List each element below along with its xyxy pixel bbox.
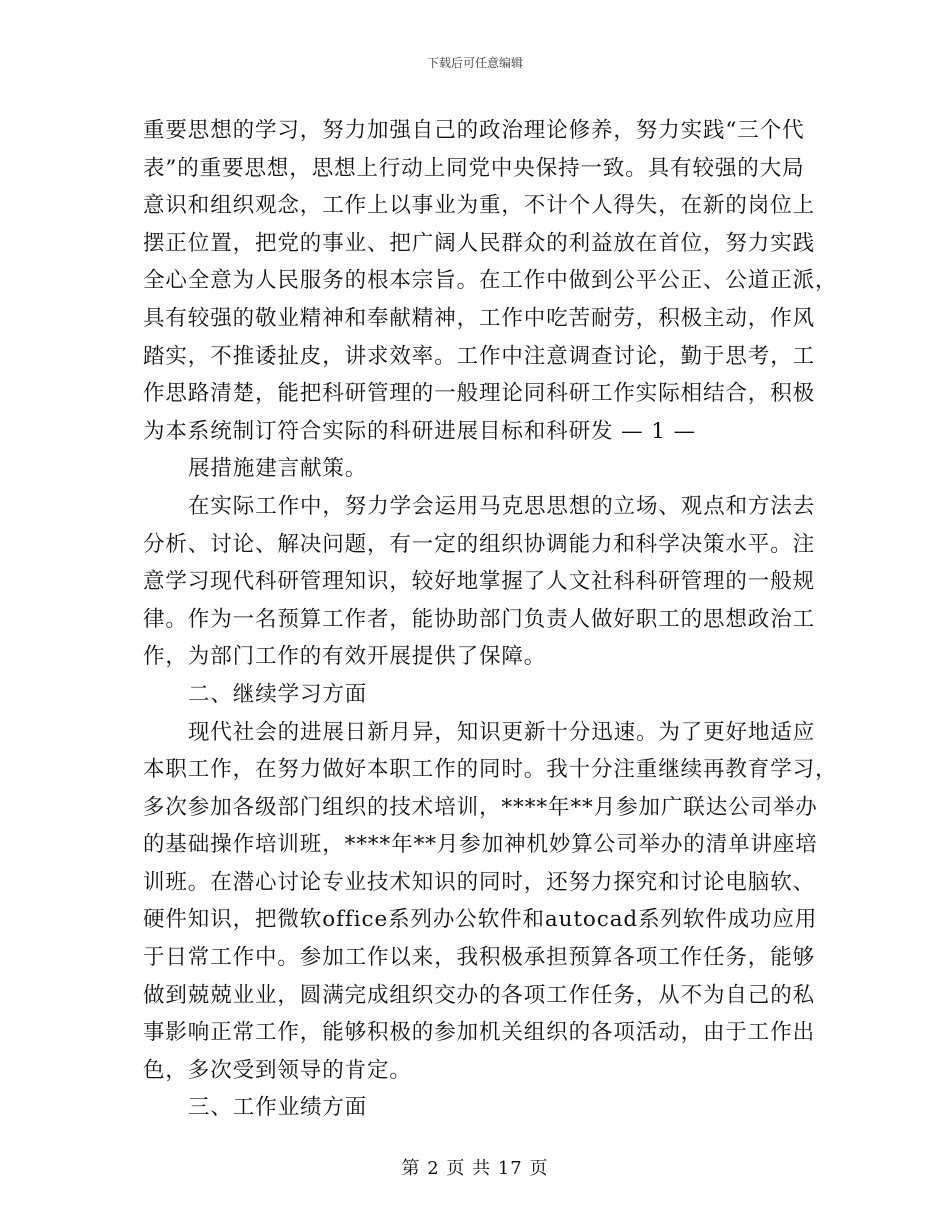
text-line: 作思路清楚，能把科研管理的一般理论同科研工作实际相结合，积极 bbox=[143, 381, 816, 407]
text-line: 做到兢兢业业，圆满完成组织交办的各项工作任务，从不为自己的私 bbox=[143, 982, 816, 1008]
text-line: 全心全意为人民服务的根本宗旨。在工作中做到公平公正、公道正派， bbox=[143, 268, 838, 294]
text-line: 的基础操作培训班，****年**月参加神机妙算公司举办的清单讲座培 bbox=[143, 832, 818, 858]
text-line: 重要思想的学习，努力加强自己的政治理论修养，努力实践“三个代 bbox=[143, 118, 805, 143]
text-line: 作，为部门工作的有效开展提供了保障。 bbox=[143, 644, 547, 670]
text-line: 具有较强的敬业精神和奉献精神，工作中吃苦耐劳，积极主动，作风 bbox=[143, 305, 816, 331]
text-line: 为本系统制订符合实际的科研进展目标和科研发 — 1 — bbox=[143, 418, 696, 444]
text-line: 三、工作业绩方面 bbox=[188, 1095, 368, 1121]
text-line: 表”的重要思想，思想上行动上同党中央保持一致。具有较强的大局 bbox=[143, 155, 805, 181]
text-line: 踏实，不推诿扯皮，讲求效率。工作中注意调查讨论，勤于思考，工 bbox=[143, 343, 816, 369]
text-line: 律。作为一名预算工作者，能协助部门负责人做好职工的思想政治工 bbox=[143, 606, 816, 632]
text-line: 色，多次受到领导的肯定。 bbox=[143, 1057, 412, 1083]
text-line: 摆正位置，把党的事业、把广阔人民群众的利益放在首位，努力实践 bbox=[143, 230, 816, 256]
text-line: 多次参加各级部门组织的技术培训，****年**月参加广联达公司举办 bbox=[143, 794, 818, 820]
text-line: 分析、讨论、解决问题，有一定的组织协调能力和科学决策水平。注 bbox=[143, 531, 816, 557]
text-line: 训班。在潜心讨论专业技术知识的同时，还努力探究和讨论电脑软、 bbox=[143, 869, 816, 895]
text-line: 硬件知识，把微软office系列办公软件和autocad系列软件成功应用 bbox=[143, 907, 818, 933]
document-body bbox=[143, 112, 838, 1127]
text-line: 意学习现代科研管理知识，较好地掌握了人文社科科研管理的一般规 bbox=[143, 569, 816, 595]
text-line: 二、继续学习方面 bbox=[188, 681, 368, 707]
text-line: 展措施建言献策。 bbox=[188, 456, 368, 482]
text-line: 本职工作，在努力做好本职工作的同时。我十分注重继续再教育学习， bbox=[143, 757, 838, 783]
text-line: 于日常工作中。参加工作以来，我积极承担预算各项工作任务，能够 bbox=[143, 945, 816, 971]
text-line: 现代社会的进展日新月异，知识更新十分迅速。为了更好地适应 bbox=[188, 719, 816, 745]
text-line: 意识和组织观念，工作上以事业为重，不计个人得失，在新的岗位上 bbox=[143, 193, 816, 219]
page-header: 下载后可任意编辑 bbox=[426, 56, 523, 70]
page-footer: 第 2 页 共 17 页 bbox=[401, 1158, 549, 1179]
text-line: 事影响正常工作，能够积极的参加机关组织的各项活动，由于工作出 bbox=[143, 1020, 816, 1046]
text-line: 在实际工作中，努力学会运用马克思思想的立场、观点和方法去 bbox=[188, 493, 816, 519]
